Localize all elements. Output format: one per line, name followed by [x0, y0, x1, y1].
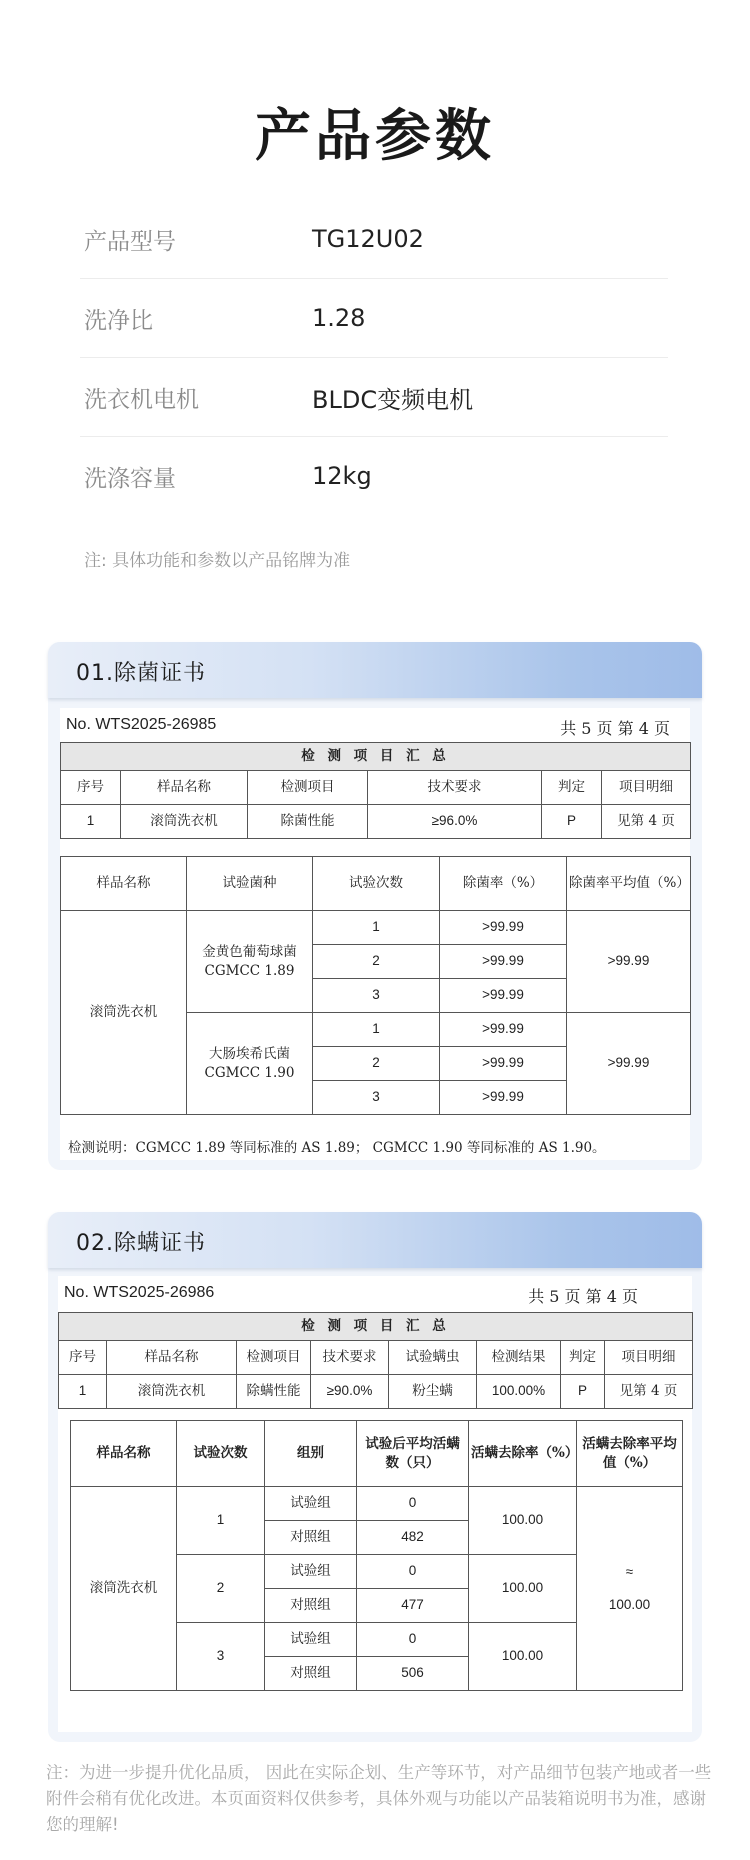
rate-cell: >99.99 [440, 945, 567, 979]
avg-cell: >99.99 [567, 911, 691, 1013]
col-header: 试验次数 [177, 1421, 265, 1487]
table-cell: 见第 4 页 [605, 1375, 693, 1409]
sterilization-cert-panel [48, 642, 702, 1170]
certificate-document [60, 708, 690, 1160]
col-header: 除菌率（%） [440, 857, 567, 911]
cert-number: No. WTS2025-26986 [64, 1284, 215, 1301]
table-cell: 除螨性能 [237, 1375, 311, 1409]
run-cell: 1 [313, 1013, 440, 1047]
summary-table [58, 1312, 693, 1409]
table-cell: P [561, 1375, 605, 1409]
spec-label: 洗衣机电机 [84, 386, 199, 413]
count-cell: 0 [357, 1487, 469, 1521]
spec-note: 注: 具体功能和参数以产品铭牌为准 [84, 551, 351, 571]
run-cell: 1 [177, 1487, 265, 1555]
group-cell: 对照组 [265, 1521, 357, 1555]
count-cell: 506 [357, 1657, 469, 1691]
col-header: 试验后平均活螨数（只） [357, 1421, 469, 1487]
table-cell: 1 [59, 1375, 107, 1409]
count-cell: 0 [357, 1555, 469, 1589]
col-header: 技术要求 [311, 1341, 389, 1375]
col-header: 组别 [265, 1421, 357, 1487]
count-cell: 482 [357, 1521, 469, 1555]
col-header: 活螨去除率（%） [469, 1421, 577, 1487]
col-header: 判定 [561, 1341, 605, 1375]
col-header: 检测项目 [237, 1341, 311, 1375]
col-header: 检测结果 [477, 1341, 561, 1375]
rate-cell: 100.00 [469, 1623, 577, 1691]
run-cell: 3 [313, 1081, 440, 1115]
count-cell: 477 [357, 1589, 469, 1623]
rate-cell: >99.99 [440, 911, 567, 945]
col-header: 序号 [61, 771, 121, 805]
panel-header [48, 642, 702, 698]
col-header: 技术要求 [368, 771, 542, 805]
col-header: 项目明细 [602, 771, 691, 805]
run-cell: 2 [313, 1047, 440, 1081]
sample-cell: 滚筒洗衣机 [71, 1487, 177, 1691]
rate-cell: >99.99 [440, 979, 567, 1013]
col-header: 样品名称 [121, 771, 248, 805]
cert-number: No. WTS2025-26985 [66, 716, 217, 733]
table-cell: 粉尘螨 [389, 1375, 477, 1409]
rate-cell: >99.99 [440, 1081, 567, 1115]
avg-cell [577, 1487, 683, 1691]
count-cell: 0 [357, 1623, 469, 1657]
detail-table [70, 1420, 683, 1691]
avg-value: 100.00 [608, 1596, 651, 1612]
summary-title: 检 测 项 目 汇 总 [61, 743, 691, 771]
group-cell: 试验组 [265, 1487, 357, 1521]
summary-title: 检 测 项 目 汇 总 [59, 1313, 693, 1341]
group-cell: 对照组 [265, 1589, 357, 1623]
table-cell: 滚筒洗衣机 [107, 1375, 237, 1409]
group-cell: 对照组 [265, 1657, 357, 1691]
spec-list [80, 200, 668, 515]
footer-disclaimer: 注：为进一步提升优化品质， 因此在实际企划、生产等环节，对产品细节包装产地或者一些附件会稍有优化改进。本页面资料仅供参考，具体外观与功能以产品装箱说明书为准，感谢您的理解! [46, 1763, 712, 1834]
spec-row-capacity [80, 437, 668, 515]
group-cell: 试验组 [265, 1555, 357, 1589]
summary-table [60, 742, 691, 839]
panel-title: 01.除菌证书 [76, 661, 206, 686]
table-cell: 1 [61, 805, 121, 839]
rate-cell: 100.00 [469, 1487, 577, 1555]
panel-title: 02.除螨证书 [76, 1231, 206, 1256]
run-cell: 1 [313, 911, 440, 945]
anti-mite-cert-panel [48, 1212, 702, 1742]
avg-cell: >99.99 [567, 1013, 691, 1115]
table-cell: 100.00% [477, 1375, 561, 1409]
col-header: 样品名称 [71, 1421, 177, 1487]
run-cell: 3 [313, 979, 440, 1013]
spec-row-motor [80, 358, 668, 437]
table-cell: P [542, 805, 602, 839]
col-header: 序号 [59, 1341, 107, 1375]
spec-row-model [80, 200, 668, 279]
panel-header [48, 1212, 702, 1268]
table-cell: 见第 4 页 [602, 805, 691, 839]
col-header: 项目明细 [605, 1341, 693, 1375]
col-header: 判定 [542, 771, 602, 805]
col-header: 检测项目 [248, 771, 368, 805]
col-header: 样品名称 [107, 1341, 237, 1375]
run-cell: 3 [177, 1623, 265, 1691]
col-header: 试验菌种 [187, 857, 313, 911]
certificate-document [58, 1276, 692, 1732]
col-header: 样品名称 [61, 857, 187, 911]
rate-cell: >99.99 [440, 1013, 567, 1047]
cert-pages: 共 5 页 第 4 页 [560, 719, 670, 738]
approx-symbol: ≈ [625, 1564, 634, 1580]
spec-label: 产品型号 [84, 228, 176, 255]
table-cell: ≥96.0% [368, 805, 542, 839]
table-cell: ≥90.0% [311, 1375, 389, 1409]
col-header: 试验次数 [313, 857, 440, 911]
run-cell: 2 [177, 1555, 265, 1623]
spec-value: 1.28 [312, 304, 366, 332]
sample-cell: 滚筒洗衣机 [61, 911, 187, 1115]
spec-value: BLDC变频电机 [312, 385, 474, 414]
spec-label: 洗净比 [84, 307, 153, 334]
rate-cell: >99.99 [440, 1047, 567, 1081]
col-header: 除菌率平均值（%） [567, 857, 691, 911]
group-cell: 试验组 [265, 1623, 357, 1657]
strain-cell: 金黄色葡萄球菌 CGMCC 1.89 [187, 911, 313, 1013]
spec-value: TG12U02 [312, 225, 424, 253]
spec-row-wash-ratio [80, 279, 668, 358]
cert-explanation: 检测说明：CGMCC 1.89 等同标准的 AS 1.89； CGMCC 1.90 等同标准的 AS 1.90。 [68, 1140, 606, 1156]
strain-cell: 大肠埃希氏菌 CGMCC 1.90 [187, 1013, 313, 1115]
table-cell: 除菌性能 [248, 805, 368, 839]
spec-label: 洗涤容量 [84, 465, 176, 492]
spec-value: 12kg [312, 462, 372, 490]
run-cell: 2 [313, 945, 440, 979]
col-header: 试验螨虫 [389, 1341, 477, 1375]
rate-cell: 100.00 [469, 1555, 577, 1623]
page-title: 产品参数 [255, 104, 495, 169]
detail-table [60, 856, 691, 1115]
cert-pages: 共 5 页 第 4 页 [528, 1287, 638, 1306]
col-header: 活螨去除率平均值（%） [577, 1421, 683, 1487]
table-cell: 滚筒洗衣机 [121, 805, 248, 839]
